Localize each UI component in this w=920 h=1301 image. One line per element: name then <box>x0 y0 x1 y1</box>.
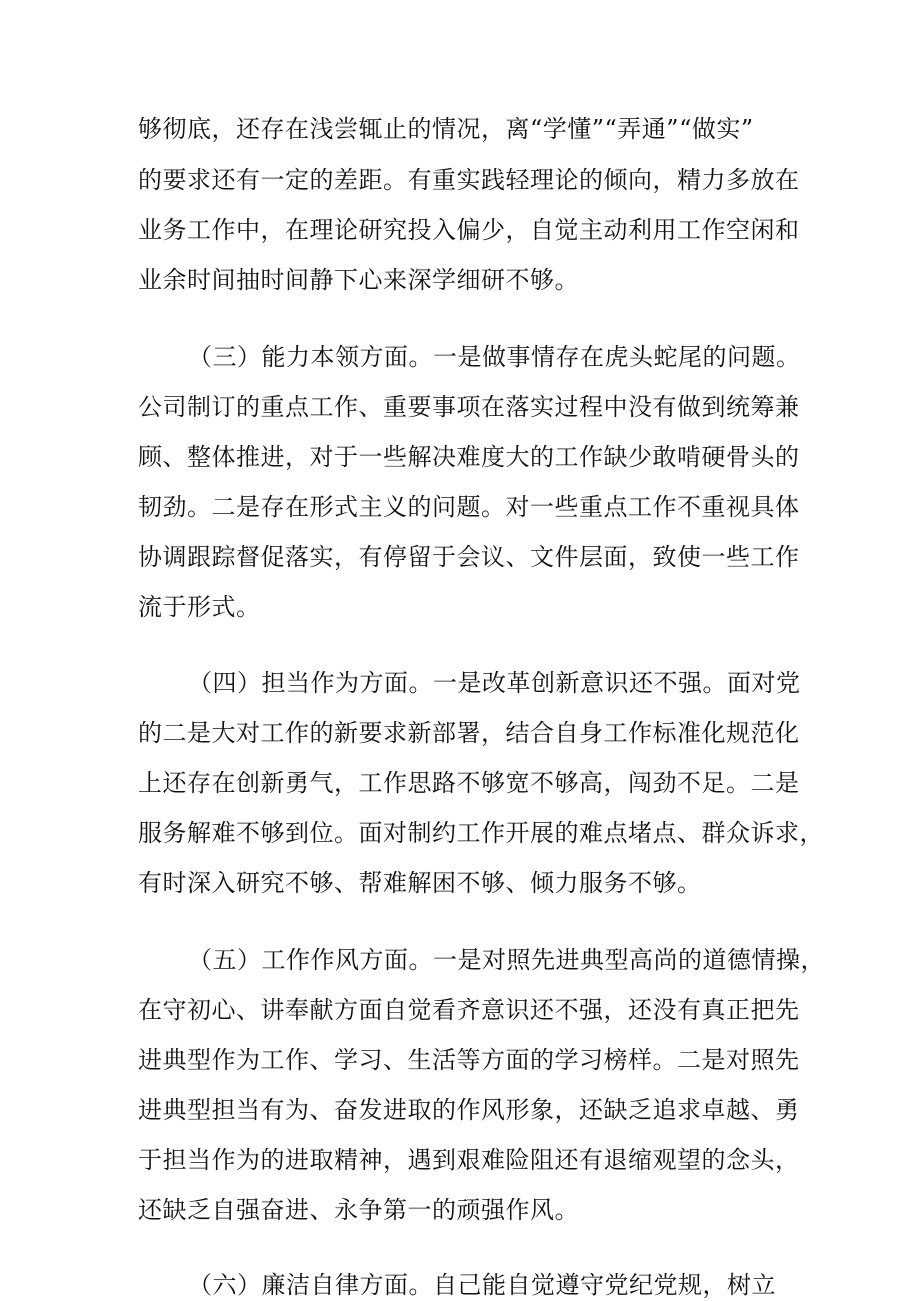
text-line: 于担当作为的进取精神，遇到艰难险阻还有退缩观望的念头， <box>138 1146 800 1174</box>
text-line: 服务解难不够到位。面对制约工作开展的难点堵点、群众诉求， <box>138 819 824 847</box>
text-line: 韧劲。二是存在形式主义的问题。对一些重点工作不重视具体 <box>138 493 800 521</box>
text-line: 还缺乏自强奋进、永争第一的顽强作风。 <box>138 1196 579 1224</box>
text-line: 上还存在创新勇气，工作思路不够宽不够高，闯劲不足。二是 <box>138 769 800 797</box>
text-line: 协调跟踪督促落实，有停留于会议、文件层面，致使一些工作 <box>138 543 800 571</box>
text-line: 流于形式。 <box>138 593 261 621</box>
text-line: 的要求还有一定的差距。有重实践轻理论的倾向，精力多放在 <box>138 166 800 194</box>
section-heading-line: （四）担当作为方面。一是改革创新意识还不强。面对党 <box>188 669 801 697</box>
text-line: 够彻底，还存在浅尝辄止的情况，离“学懂”“弄通”“做实” <box>138 115 754 143</box>
text-line: 在守初心、讲奉献方面自觉看齐意识还不强，还没有真正把先 <box>138 996 800 1024</box>
text-line: 进典型作为工作、学习、生活等方面的学习榜样。二是对照先 <box>138 1046 800 1074</box>
text-line: 进典型担当有为、奋发进取的作风形象，还缺乏追求卓越、勇 <box>138 1096 800 1124</box>
text-line: 的二是大对工作的新要求新部署，结合自身工作标准化规范化 <box>138 719 800 747</box>
text-line: 有时深入研究不够、帮难解困不够、倾力服务不够。 <box>138 869 702 897</box>
text-line: 业余时间抽时间静下心来深学细研不够。 <box>138 266 579 294</box>
section-heading-line: （五）工作作风方面。一是对照先进典型高尚的道德情操， <box>188 946 825 974</box>
text-line: 业务工作中，在理论研究投入偏少，自觉主动利用工作空闲和 <box>138 216 800 244</box>
text-line: 顾、整体推进，对于一些解决难度大的工作缺少敢啃硬骨头的 <box>138 443 800 471</box>
section-heading-line: （三）能力本领方面。一是做事情存在虎头蛇尾的问题。 <box>188 343 801 371</box>
section-heading-line: （六）廉洁自律方面。自己能自觉遵守党纪党规，树立 <box>188 1271 776 1299</box>
text-line: 公司制订的重点工作、重要事项在落实过程中没有做到统筹兼 <box>138 393 800 421</box>
